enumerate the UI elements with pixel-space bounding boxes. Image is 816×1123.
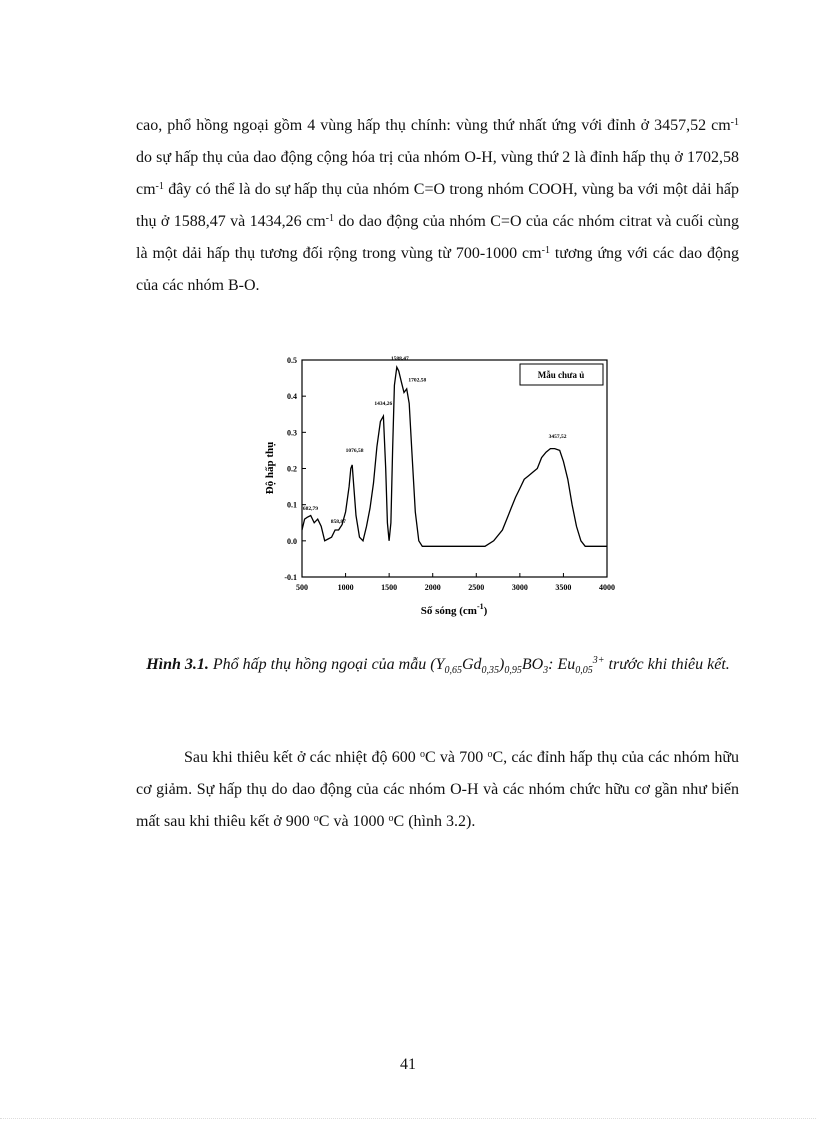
ir-spectrum-chart — [258, 356, 628, 621]
figure-caption: Hình 3.1. Phổ hấp thụ hồng ngoại của mẫu $(Y_{0,65}Gd_{0,35})_{0,95}BO_3$: $Eu_{0,05}^{3+}$ trước khi thiêu kết. — [146, 655, 730, 677]
y-tick-label: 0.1 — [287, 500, 297, 510]
x-tick-label: 500 — [296, 583, 308, 592]
peak-label: 682,79 — [302, 506, 318, 513]
peak-label: 1076,58 — [345, 448, 364, 455]
x-tick-label: 1500 — [381, 583, 398, 592]
y-tick-label: 0.2 — [287, 464, 297, 474]
x-axis-label: Số sóng $(cm^{-1})$ — [420, 602, 488, 617]
legend-label: Mẫu chưa ủ — [537, 370, 585, 380]
page-bottom-border — [0, 1118, 816, 1119]
y-axis-label: Độ hấp thụ — [264, 441, 276, 495]
peak-label: 1702,58 — [408, 377, 427, 384]
y-tick-label: 0.3 — [287, 428, 297, 438]
y-tick-label: 0.4 — [287, 392, 297, 402]
peak-label: 1434,26 — [374, 401, 393, 408]
paragraph-ir-description: cao, phổ hồng ngoại gồm 4 vùng hấp thụ chính: vùng thứ nhất ứng với đỉnh ở 3457,52 $cm^{-1}$ do sự hấp thụ của dao động cộng hóa trị của nhóm O-H, vùng thứ 2 là đỉnh hấp thụ ở 1702,58 $cm^{-1}$ đây có thể là do sự hấp thụ của nhóm C=O trong nhóm COOH, vùng ba với một dải hấp thụ ở 1588,47 và 1434,26 $cm^{-1}$ do dao động của nhóm C=O của các nhóm citrat và cuối cùng là một dải hấp thụ tương đối rộng trong vùng từ 700-1000 $cm^{-1}$ tương ứng với các dao động của các nhóm B-O. — [136, 117, 739, 294]
x-tick-label: 1000 — [337, 583, 354, 592]
ir-spectrum-figure — [258, 356, 628, 626]
x-tick-label: 2000 — [424, 583, 441, 592]
peak-label: 858,87 — [330, 518, 346, 525]
peak-label: 1588,47 — [390, 356, 409, 362]
x-tick-label: 4000 — [599, 583, 615, 592]
y-tick-label: 0.5 — [287, 356, 297, 365]
y-tick-label: -0.1 — [284, 573, 297, 582]
x-tick-label: 3000 — [511, 583, 528, 592]
plot-frame — [302, 360, 607, 577]
spectrum-line — [302, 367, 607, 546]
y-tick-label: 0.0 — [287, 536, 297, 546]
page-number: 41 — [400, 1056, 416, 1073]
x-tick-label: 2500 — [468, 583, 485, 592]
x-tick-label: 3500 — [555, 583, 572, 592]
peak-label: 3457,52 — [548, 433, 567, 440]
paragraph-sintering: Sau khi thiêu kết ở các nhiệt độ 600 $^o$C và 700 $^o$C, các đỉnh hấp thụ của các nhóm hữu cơ giảm. Sự hấp thụ do dao động của các nhóm O-H và các nhóm chức hữu cơ gần như biến mất sau khi thiêu kết ở 900 $^o$C và 1000 $^o$C (hình 3.2). — [136, 749, 739, 830]
